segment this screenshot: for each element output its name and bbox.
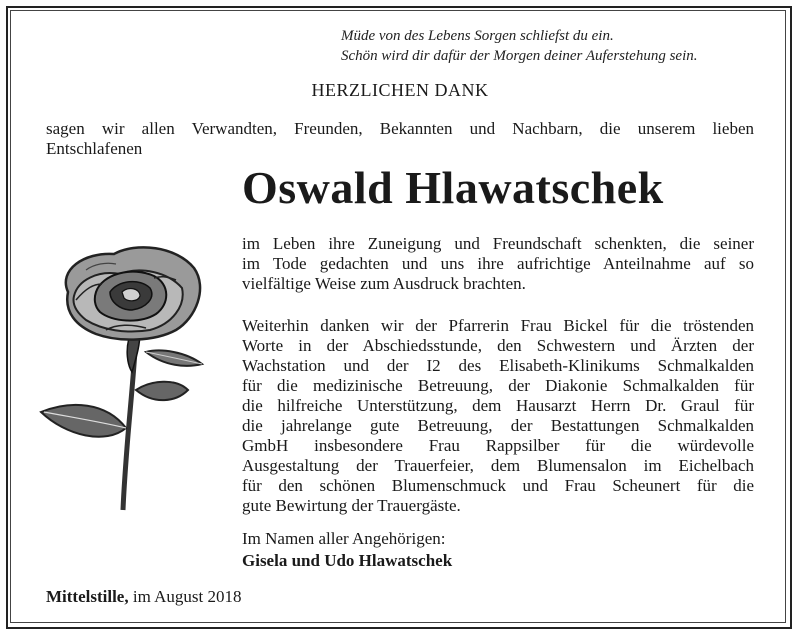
paragraph-line: Worte in der Abschiedsstunde, den Schwestern und Ärzten der (242, 336, 754, 355)
rose-icon (36, 240, 216, 512)
place-date (46, 587, 241, 607)
paragraph-line: GmbH insbesondere Frau Rappsilber für die würdevolle (242, 436, 754, 455)
paragraph-line: Weiterhin danken wir der Pfarrerin Frau Bickel für die tröstenden (242, 316, 754, 335)
paragraph-line: Ausgestaltung der Trauerfeier, dem Blumensalon im Eichelbach (242, 456, 754, 475)
intro-line-1: sagen wir allen Verwandten, Freunden, Bekannten und Nachbarn, die unserem lieben (46, 119, 754, 138)
paragraph-line: für die medizinische Betreuung, der Diakonie Schmalkalden für (242, 376, 754, 395)
paragraph-line: Wachstation und der I2 des Elisabeth-Klinikums Schmalkalden (242, 356, 754, 375)
paragraph-line: vielfältige Weise zum Ausdruck brachten. (242, 274, 526, 293)
deceased-name: Oswald Hlawatschek (242, 162, 664, 213)
paragraph-line: für den schönen Blumenschmuck und Frau Scheunert für die (242, 476, 754, 495)
paragraph-line: im Tode gedachten und uns ihre aufrichtige Anteilnahme auf so (242, 254, 754, 273)
signature-intro: Im Namen aller Angehörigen: (242, 529, 446, 548)
paragraph-line: die jahrelange gute Betreuung, der Bestattungen Schmalkalden (242, 416, 754, 435)
place: Mittelstille, (46, 587, 129, 606)
heading-text: HERZLICHEN DANK (311, 80, 489, 100)
paragraph-acknowledgements (242, 316, 754, 516)
paragraph-line: gute Bewirtung der Trauergäste. (242, 496, 461, 515)
paragraph-line: die hilfreiche Unterstützung, dem Hausarzt Herrn Dr. Graul für (242, 396, 754, 415)
date: im August 2018 (132, 587, 242, 606)
motto-line-1: Müde von des Lebens Sorgen schliefst du ein. (341, 28, 614, 44)
paragraph-thanks (242, 234, 754, 294)
paragraph-line: im Leben ihre Zuneigung und Freundschaft schenkten, die seiner (242, 234, 754, 253)
motto-verse (341, 26, 761, 66)
signature-names: Gisela und Udo Hlawatschek (242, 551, 453, 570)
intro-text (46, 119, 754, 159)
heading (0, 80, 800, 101)
motto-line-2: Schön wird dir dafür der Morgen deiner Auferstehung sein. (341, 48, 698, 64)
intro-line-2: Entschlafenen (46, 139, 143, 158)
